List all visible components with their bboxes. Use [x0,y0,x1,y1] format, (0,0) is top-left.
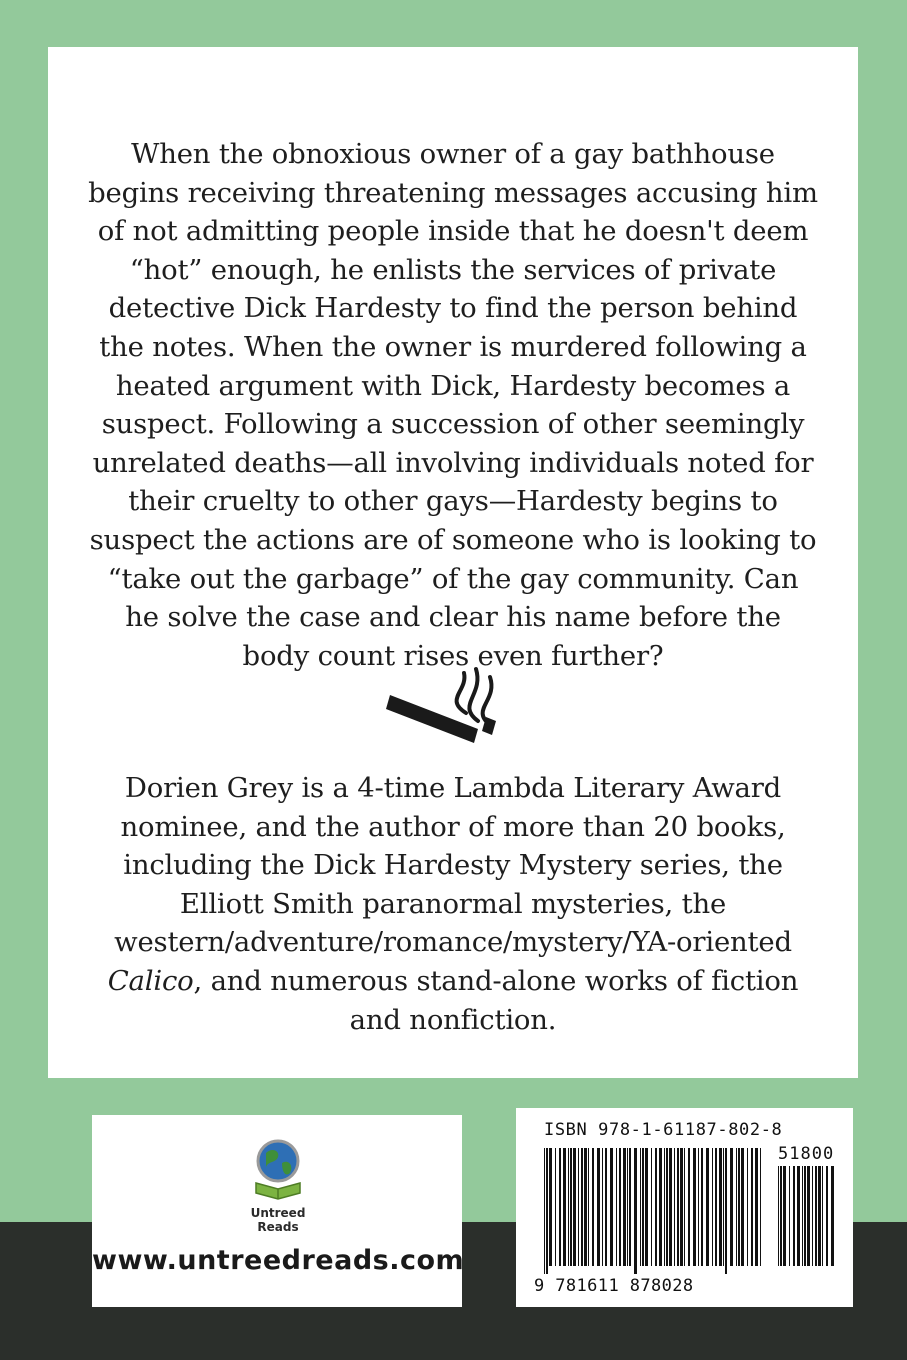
barcode-bar [818,1166,821,1266]
barcode-bar [610,1148,613,1266]
barcode-bar [741,1148,744,1266]
ean-digits: 9 781611 878028 [534,1276,694,1296]
barcode-bar [730,1148,733,1266]
author-bio-text-end: , and numerous stand-alone works of fiction and nonfiction. [193,964,799,1036]
book-blurb: When the obnoxious owner of a gay bathhouse begins receiving threatening messages accusing him of not admitting people inside that he doesn't deem “hot” enough, he enlists the services of private detective Dick Hardesty to find the person behind the notes. When the owner is murdered following a heated argument with Dick, Hardesty becomes a suspect. Following a succession of other seemingly unrelated deaths—all involving individuals noted for their cruelty to other gays—Hardesty begins to suspect the actions are of someone who is looking to “take out the garbage” of the gay community. Can he solve the case and clear his name before the body count rises even further? [88,138,818,672]
barcode-bar [797,1166,800,1266]
barcode-bar [684,1148,685,1266]
publisher-url[interactable]: www.untreedreads.com [92,1245,465,1276]
barcode-bar [680,1148,683,1266]
barcode-bar [804,1166,806,1266]
barcode-bar [831,1166,834,1266]
barcode-bar [623,1148,626,1266]
barcode-bar [616,1148,617,1266]
barcode-bar [584,1148,587,1266]
barcode-bar [826,1166,828,1266]
barcode-bar [602,1148,603,1266]
barcode-bar [642,1148,644,1266]
barcode-bar [812,1166,813,1266]
barcode-bar [629,1148,631,1266]
back-cover-panel [48,47,858,1078]
barcode-bar [736,1148,737,1266]
barcode-bar [807,1166,810,1266]
publisher-logo [250,1137,306,1237]
barcode-bar [597,1148,600,1266]
barcode-bar [640,1148,641,1266]
barcode-bar [793,1166,795,1266]
barcode-bar [664,1148,665,1266]
barcode-bar [666,1148,668,1266]
barcode-bar [755,1148,758,1266]
barcode-bar [712,1148,713,1266]
barcode-bar [815,1166,817,1266]
barcode-bar [645,1148,648,1266]
cigarette-icon [380,665,530,747]
barcode-bar [544,1148,545,1274]
barcode-bar [588,1148,589,1266]
barcode-bar [578,1148,579,1266]
price-code: 51800 [778,1144,835,1164]
barcode-bar [549,1148,552,1266]
barcode-bar [570,1148,572,1266]
barcode-bar [719,1148,722,1266]
barcode-bar [701,1148,703,1266]
barcode-bar [751,1148,753,1266]
barcode-bar [619,1148,621,1266]
barcode-bar [634,1148,637,1274]
barcode-bar [605,1148,607,1266]
barcode-bar [581,1148,583,1266]
barcode-bar [698,1148,699,1266]
author-bio [78,769,828,1039]
barcode-bar [674,1148,675,1266]
barcode-bar [715,1148,717,1266]
isbn-text: ISBN 978-1-61187-802-8 [544,1120,783,1140]
barcode-bar [568,1148,569,1266]
ean-barcode [544,1148,764,1274]
barcode-bar [783,1166,786,1266]
barcode-bar [573,1148,576,1266]
barcode-bar [725,1148,727,1274]
barcode-bar [688,1148,690,1266]
logo-text-line1: Untreed [250,1206,306,1220]
barcode-bar [592,1148,594,1266]
book-title-calico: Calico [107,964,194,997]
barcode-bar [738,1148,740,1266]
barcode-bar [723,1148,724,1266]
barcode-bar [677,1148,679,1266]
barcode-bar [659,1148,662,1266]
barcode-bar [546,1148,548,1274]
barcode-box [516,1108,853,1307]
barcode-bar [559,1148,561,1266]
barcode-bar [822,1166,823,1266]
barcode-bar [563,1148,566,1266]
globe-book-icon [250,1137,306,1207]
barcode-bar [780,1166,782,1266]
barcode-bar [789,1166,790,1266]
barcode-bar [693,1148,696,1266]
author-bio-text: Dorien Grey is a 4-time Lambda Literary Award nominee, and the author of more than 20 books, including the Dick Hardesty Mystery series, the Elliott Smith paranormal mysteries, the western/adventure/romance/mystery/YA-oriented [114,772,792,959]
barcode-bar [669,1148,672,1266]
barcode-bar [655,1148,657,1266]
barcode-bar [802,1166,803,1266]
barcode-bar [627,1148,628,1266]
addon-barcode [778,1166,836,1274]
barcode-bar [747,1148,748,1266]
logo-text-line2: Reads [257,1220,299,1234]
publisher-box [92,1115,465,1307]
barcode-bar [760,1148,761,1266]
barcode-bar [778,1166,779,1266]
barcode-bar [706,1148,709,1266]
barcode-bar [651,1148,652,1266]
barcode-bar [555,1148,556,1266]
